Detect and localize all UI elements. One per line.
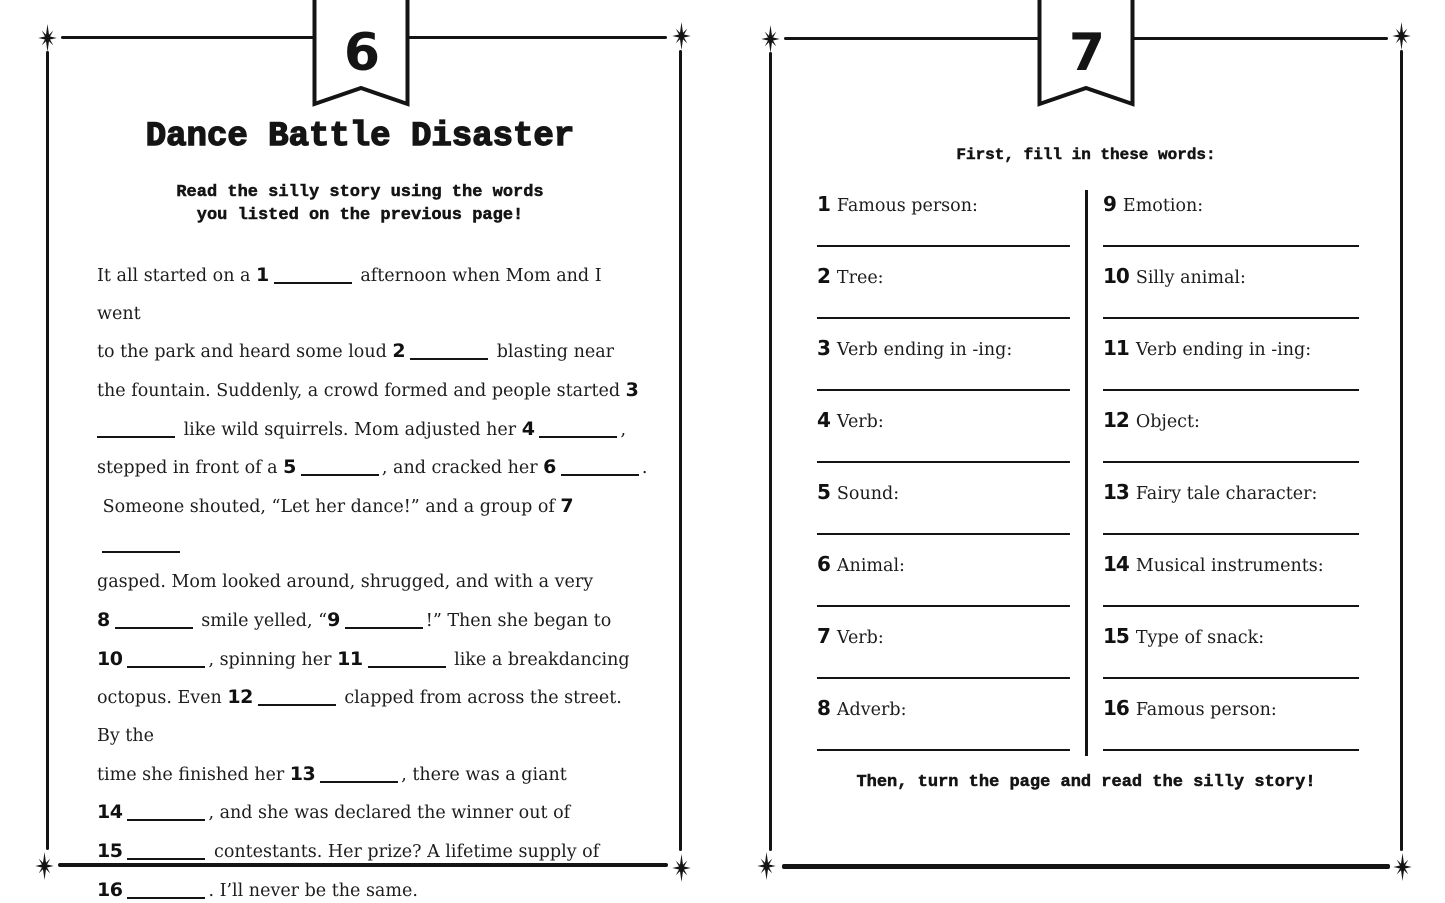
story-blank-number: 14	[97, 801, 123, 824]
story-blank-number: 11	[337, 647, 363, 670]
story-text-segment: , spinning her	[208, 649, 338, 670]
story-text-segment: like wild squirrels. Mom adjusted her	[178, 419, 522, 440]
word-number: 4	[817, 408, 830, 432]
word-list-item	[817, 624, 1070, 696]
story-blank-number: 3	[625, 378, 639, 401]
subtitle-line: you listed on the previous page!	[196, 205, 524, 225]
word-fill-in-line[interactable]	[817, 533, 1070, 535]
story-fill-in-blank[interactable]	[368, 666, 446, 668]
story-fill-in-blank[interactable]	[115, 627, 193, 629]
sparkle-icon	[671, 853, 692, 883]
story-blank-number: 8	[97, 608, 110, 631]
story-fill-in-blank[interactable]	[258, 704, 336, 706]
word-list-item	[1103, 696, 1359, 768]
word-list-item	[817, 480, 1070, 552]
word-list-label-row	[1103, 192, 1359, 216]
story-text-segment: time she finished her	[97, 764, 290, 785]
story-text-segment: It all started on a	[97, 266, 257, 286]
story-blank-number: 6	[543, 456, 556, 479]
word-number: 11	[1103, 336, 1129, 360]
story-line	[97, 411, 649, 450]
story-line	[97, 449, 649, 488]
story-fill-in-blank[interactable]	[127, 819, 205, 821]
story-line	[97, 564, 649, 602]
column-divider	[1085, 190, 1088, 756]
story-fill-in-blank[interactable]	[97, 436, 175, 438]
story-text-segment: stepped in front of a	[97, 458, 284, 479]
word-label: Famous person:	[1135, 700, 1277, 720]
word-list-label-row	[817, 264, 1070, 288]
story-line	[97, 794, 649, 833]
word-fill-in-line[interactable]	[817, 245, 1070, 247]
story-fill-in-blank[interactable]	[345, 627, 423, 629]
story-text-segment: , and cracked her	[381, 458, 544, 479]
story-text-segment: Someone shouted, “Let her dance!” and a group of	[97, 496, 561, 517]
story-text-segment: blasting near	[491, 342, 614, 363]
story-line	[97, 257, 649, 333]
word-number: 2	[817, 264, 830, 288]
story-text-segment: like a breakdancing	[448, 649, 630, 670]
story-text-segment: gasped. Mom looked around, shrugged, and with a very	[97, 572, 594, 593]
story-blank-number: 9	[327, 608, 340, 631]
story-blank-number: 15	[97, 839, 123, 862]
word-list-item	[817, 264, 1070, 336]
word-list-heading: First, fill in these words:	[956, 146, 1216, 164]
story-line	[97, 833, 649, 872]
story-fill-in-blank[interactable]	[539, 436, 617, 438]
story-text-segment: smile yelled, “	[195, 610, 328, 631]
word-list-label-row	[1103, 696, 1359, 720]
word-label: Emotion:	[1122, 196, 1204, 216]
story-blank-number: 13	[289, 762, 316, 785]
word-list-item	[817, 336, 1070, 408]
story-blank-number: 16	[97, 878, 123, 901]
word-list-label-row	[817, 408, 1070, 432]
turn-page-instruction: Then, turn the page and read the silly story!	[856, 773, 1316, 792]
page-number: 7	[1068, 23, 1104, 83]
story-line	[97, 872, 649, 903]
word-number: 8	[817, 696, 830, 720]
word-list-item	[817, 192, 1070, 264]
story-text-segment: to the park and heard some loud	[97, 342, 393, 363]
word-fill-in-line[interactable]	[1103, 605, 1359, 607]
page-right-border-bottom	[782, 864, 1390, 869]
word-label: Verb ending in -ing:	[1135, 340, 1312, 360]
word-list-label-row	[1103, 264, 1359, 288]
word-number: 3	[817, 336, 830, 360]
word-list-label-row	[817, 696, 1070, 720]
word-list-label-row	[817, 336, 1070, 360]
word-label: Sound:	[836, 484, 900, 504]
word-fill-in-line[interactable]	[817, 677, 1070, 679]
story-text-segment: . I’ll never be the same.	[208, 880, 418, 901]
word-list-item	[1103, 480, 1359, 552]
word-list-label-row	[817, 192, 1070, 216]
word-label: Animal:	[836, 556, 905, 576]
word-list-column-2	[1103, 192, 1359, 768]
word-label: Adverb:	[836, 700, 907, 720]
sparkle-icon	[1392, 852, 1413, 882]
story-fill-in-blank[interactable]	[274, 282, 352, 284]
story-line	[97, 333, 649, 372]
word-fill-in-line[interactable]	[817, 461, 1070, 463]
word-list-label-row	[817, 480, 1070, 504]
story-blank-number: 10	[97, 647, 123, 670]
word-number: 5	[817, 480, 830, 504]
story-line	[97, 756, 649, 795]
word-list-label-row	[1103, 624, 1359, 648]
story-text-segment: the fountain. Suddenly, a crowd formed and people started	[97, 380, 626, 401]
word-list-label-row	[817, 552, 1070, 576]
word-number: 16	[1103, 696, 1129, 720]
story-text-segment: .	[641, 458, 648, 479]
word-number: 10	[1103, 264, 1129, 288]
word-fill-in-line[interactable]	[1103, 533, 1359, 535]
word-number: 12	[1103, 408, 1129, 432]
subtitle	[84, 182, 636, 227]
story-fill-in-blank[interactable]	[320, 781, 398, 783]
word-label: Silly animal:	[1135, 268, 1246, 288]
story-blank-number: 5	[283, 456, 296, 479]
page-number-banner	[312, 0, 410, 110]
word-list-label-row	[1103, 552, 1359, 576]
word-number: 1	[817, 192, 830, 216]
word-number: 9	[1103, 192, 1116, 216]
word-label: Verb:	[836, 412, 884, 432]
word-fill-in-line[interactable]	[1103, 317, 1359, 319]
word-fill-in-line[interactable]	[1103, 749, 1359, 751]
word-list-item	[1103, 624, 1359, 696]
story-blank-number: 1	[256, 264, 269, 286]
story-line	[97, 679, 649, 755]
page-number-banner	[1037, 0, 1135, 110]
story-text-segment: contestants. Her prize? A lifetime supply of	[208, 841, 600, 862]
story-line	[97, 488, 649, 564]
story-blank-number: 2	[392, 340, 406, 363]
sparkle-icon	[756, 851, 777, 881]
page-right-border-left	[769, 52, 772, 851]
word-list-label-row	[1103, 336, 1359, 360]
word-label: Famous person:	[836, 196, 978, 216]
story-blank-number: 4	[521, 417, 535, 440]
word-fill-in-line[interactable]	[1103, 245, 1359, 247]
word-list-label-row	[1103, 408, 1359, 432]
word-label: Verb:	[836, 628, 884, 648]
word-label: Verb ending in -ing:	[836, 340, 1013, 360]
story-fill-in-blank[interactable]	[127, 858, 205, 860]
sparkle-icon	[37, 23, 58, 53]
word-list-item	[817, 552, 1070, 624]
word-list-label-row	[817, 624, 1070, 648]
story-line	[97, 372, 649, 411]
word-fill-in-line[interactable]	[1103, 461, 1359, 463]
page-right-border-right	[1400, 50, 1403, 851]
story-line	[97, 641, 649, 680]
story-fill-in-blank[interactable]	[127, 897, 205, 899]
word-fill-in-line[interactable]	[817, 749, 1070, 751]
story-blank-number: 12	[227, 686, 253, 709]
sparkle-icon	[34, 851, 55, 881]
word-label: Type of snack:	[1135, 628, 1265, 648]
word-number: 14	[1103, 552, 1129, 576]
word-list-item	[1103, 408, 1359, 480]
word-fill-in-line[interactable]	[817, 317, 1070, 319]
word-number: 7	[817, 624, 830, 648]
word-label: Tree:	[836, 268, 884, 288]
word-label: Object:	[1135, 412, 1200, 432]
sparkle-icon	[1391, 21, 1412, 51]
story-text-segment: octopus. Even	[97, 688, 228, 709]
story-text-segment: , there was a giant	[401, 764, 567, 785]
word-list-column-1	[817, 192, 1070, 768]
story-text-segment: clapped from across the street. By the	[97, 688, 628, 746]
word-number: 15	[1103, 624, 1129, 648]
word-list-item	[1103, 264, 1359, 336]
story-fill-in-blank[interactable]	[102, 551, 180, 553]
page-left-border-left	[46, 51, 49, 850]
word-number: 13	[1103, 480, 1129, 504]
sparkle-icon	[760, 24, 781, 54]
page-title: Dance Battle Disaster	[145, 118, 575, 156]
story-text-segment: afternoon when Mom and I went	[97, 266, 608, 324]
word-fill-in-line[interactable]	[1103, 677, 1359, 679]
story-fill-in-blank[interactable]	[410, 358, 488, 360]
story-fill-in-blank[interactable]	[127, 666, 205, 668]
subtitle-line: Read the silly story using the words	[176, 183, 544, 202]
story-text-segment: , and she was declared the winner out of	[208, 803, 571, 824]
word-label: Musical instruments:	[1135, 556, 1324, 576]
word-list-item	[1103, 552, 1359, 624]
word-list-item	[817, 408, 1070, 480]
word-fill-in-line[interactable]	[817, 605, 1070, 607]
page-left-border-right	[679, 50, 682, 851]
story-blank-number: 7	[560, 494, 574, 517]
word-label: Fairy tale character:	[1135, 484, 1318, 504]
story-line	[97, 602, 649, 641]
story-text-segment: ,	[620, 419, 627, 440]
word-list-label-row	[1103, 480, 1359, 504]
story-text-segment: !” Then she began to	[425, 610, 612, 631]
story-text	[97, 257, 649, 903]
page-number: 6	[343, 23, 379, 83]
story-fill-in-blank[interactable]	[561, 474, 639, 476]
word-list-item	[1103, 192, 1359, 264]
word-list-item	[1103, 336, 1359, 408]
word-number: 6	[817, 552, 830, 576]
story-fill-in-blank[interactable]	[301, 474, 379, 476]
word-fill-in-line[interactable]	[1103, 389, 1359, 391]
word-fill-in-line[interactable]	[817, 389, 1070, 391]
word-list-item	[817, 696, 1070, 768]
sparkle-icon	[671, 21, 692, 51]
